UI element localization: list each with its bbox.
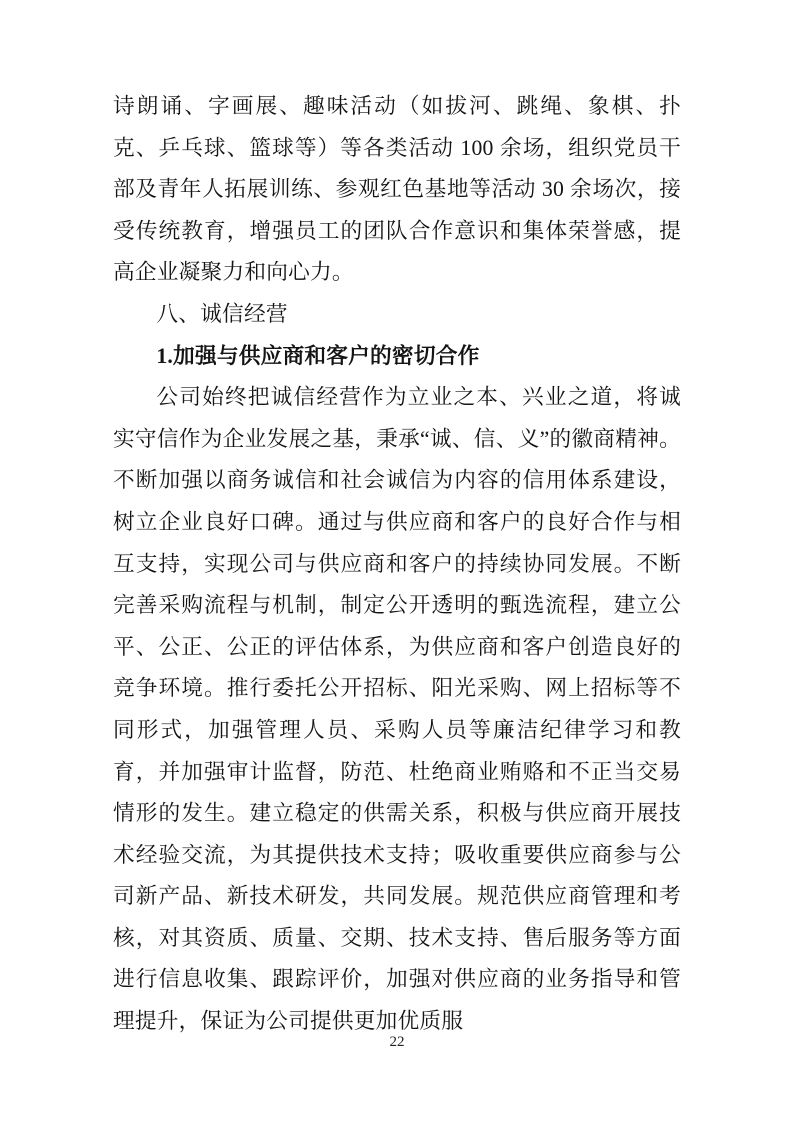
page-number: 22 (389, 1034, 405, 1050)
subsection-heading-supplier-customer-cooperation: 1.加强与供应商和客户的密切合作 (156, 343, 480, 368)
section-heading-integrity-management: 八、诚信经营 (156, 301, 288, 327)
page-body-text (113, 86, 681, 1043)
paragraph-activities-continued: 诗朗诵、字画展、趣味活动（如拔河、跳绳、象棋、扑克、乒乓球、篮球等）等各类活动 100 余场，组织党员干部及青年人拓展训练、参观红色基地等活动 30 余场次，接受传统教育，增强员工的团队合作意识和集体荣誉感，提高企业凝聚力和向心力。 (113, 94, 681, 285)
paragraph-integrity-details: 公司始终把诚信经营作为立业之本、兴业之道，将诚实守信作为企业发展之基，秉承“诚、信、义”的徽商精神。不断加强以商务诚信和社会诚信为内容的信用体系建设，树立企业良好口碑。通过与供应商和客户的良好合作与相互支持，实现公司与供应商和客户的持续协同发展。不断完善采购流程与机制，制定公开透明的甄选流程，建立公平、公正、公正的评估体系，为供应商和客户创造良好的竞争环境。推行委托公开招标、阳光采购、网上招标等不同形式，加强管理人员、采购人员等廉洁纪律学习和教育，并加强审计监督，防范、杜绝商业贿赂和不正当交易情形的发生。建立稳定的供需关系，积极与供应商开展技术经验交流，为其提供技术支持；吸收重要供应商参与公司新产品、新技术研发，共同发展。规范供应商管理和考核，对其资质、质量、交期、技术支持、售后服务等方面进行信息收集、跟踪评价，加强对供应商的业务指导和管理提升，保证为公司提供更加优质服 (113, 385, 681, 1034)
